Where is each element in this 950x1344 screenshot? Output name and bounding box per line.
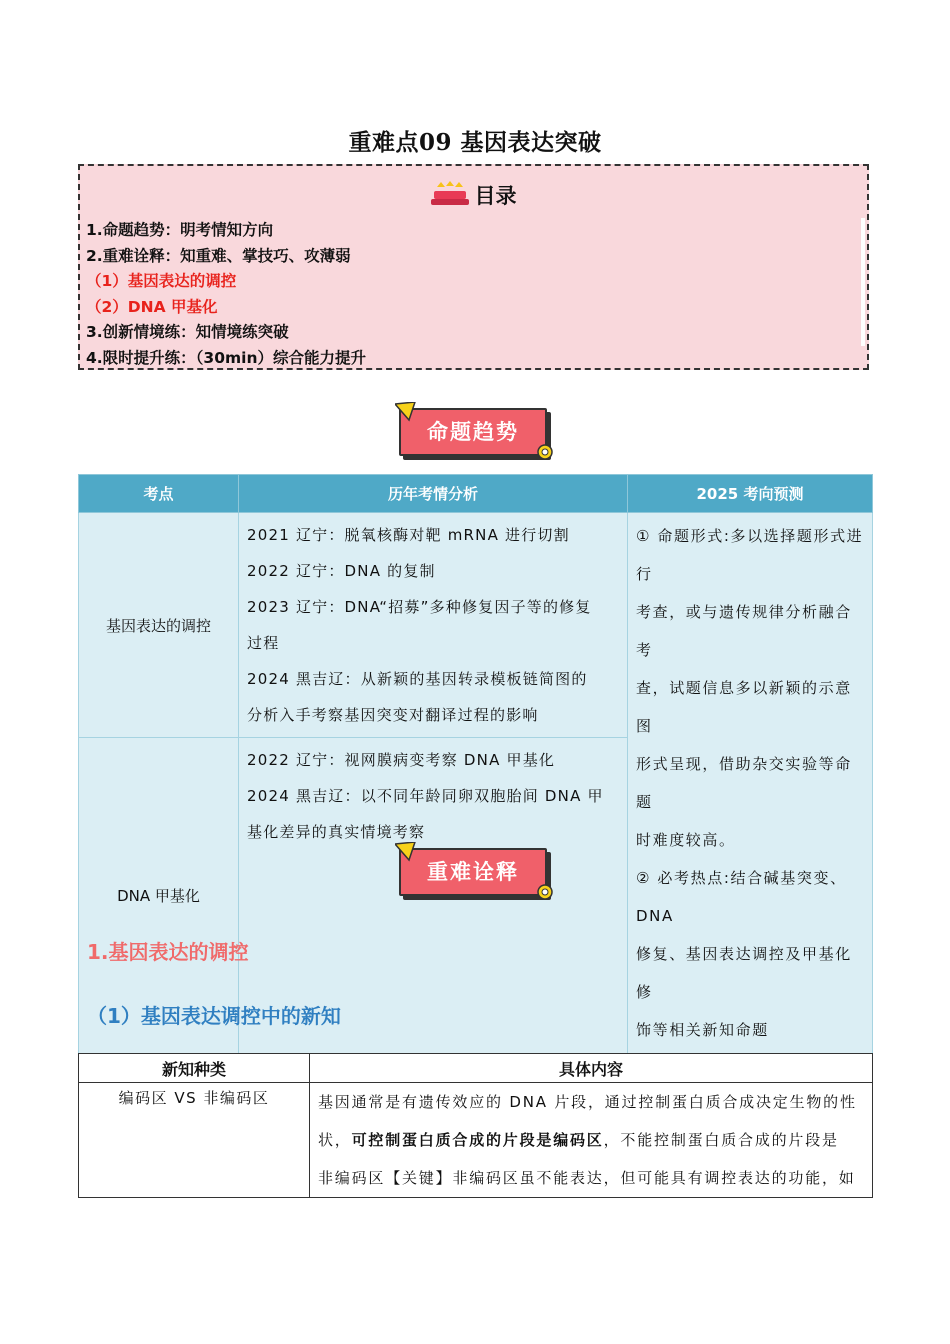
toc-heading-text: 目录 xyxy=(474,184,517,208)
table-row xyxy=(79,513,873,738)
header-history: 历年考情分析 xyxy=(239,475,628,513)
banner-key-points xyxy=(395,842,557,904)
content-text: 状， xyxy=(318,1131,352,1149)
prediction-cell xyxy=(628,513,873,1054)
point-cell: DNA 甲基化 xyxy=(79,738,239,1054)
banner-key-points-label: 重难诠释 xyxy=(399,848,547,896)
knowledge-table xyxy=(78,1053,873,1198)
toc-item-2-1[interactable]: （1）基因表达的调控 xyxy=(86,272,237,290)
content-line xyxy=(318,1121,864,1159)
content-line: 非编码区【关键】非编码区虽不能表达，但可能具有调控表达的功能，如 xyxy=(318,1169,856,1187)
prediction-line: 查，试题信息多以新颖的示意图 xyxy=(636,679,852,735)
content-bold-text: 可控制蛋白质合成的片段是编码区 xyxy=(351,1131,604,1149)
document-title: 重难点09 基因表达突破 xyxy=(348,129,602,156)
flag-icon xyxy=(395,842,417,862)
prediction-line: 饰等相关新知命题 xyxy=(636,1021,769,1039)
ring-icon xyxy=(535,442,555,462)
prediction-line: 修复、基因表达调控及甲基化修 xyxy=(636,945,852,1001)
prediction-line: ① 命题形式:多以选择题形式进行 xyxy=(636,527,864,583)
prediction-line: 时难度较高。 xyxy=(636,831,736,849)
history-line: 分析入手考察基因突变对翻译过程的影响 xyxy=(247,706,539,724)
kind-cell: 编码区 VS 非编码区 xyxy=(79,1083,310,1198)
toc-item-4[interactable]: 4.限时提升练：（30min）综合能力提升 xyxy=(86,348,366,367)
prediction-line: 考查，或与遗传规律分析融合考 xyxy=(636,603,852,659)
point-cell: 基因表达的调控 xyxy=(79,513,239,738)
header-kind: 新知种类 xyxy=(79,1054,310,1083)
history-line: 2022 辽宁：视网膜病变考察 DNA 甲基化 xyxy=(247,751,556,769)
history-line: 2022 辽宁：DNA 的复制 xyxy=(247,562,436,580)
history-cell xyxy=(239,513,628,738)
crown-icon xyxy=(431,181,469,214)
toc-divider xyxy=(861,218,865,346)
ring-icon xyxy=(535,882,555,902)
history-line: 2023 辽宁：DNA“招募”多种修复因子等的修复 xyxy=(247,598,592,616)
history-line: 基化差异的真实情境考察 xyxy=(247,823,426,841)
header-prediction: 2025 考向预测 xyxy=(628,475,873,513)
trend-table xyxy=(78,474,873,1054)
toc-list xyxy=(86,218,366,371)
toc-item-2-2[interactable]: （2）DNA 甲基化 xyxy=(86,297,218,316)
table-row xyxy=(79,1083,873,1198)
content-cell xyxy=(310,1083,873,1198)
toc-item-1[interactable]: 1.命题趋势：明考情知方向 xyxy=(86,221,274,239)
history-line: 2024 黑吉辽：以不同年龄同卵双胞胎间 DNA 甲 xyxy=(247,787,604,805)
section-title: 1.基因表达的调控 xyxy=(87,940,249,964)
toc-heading xyxy=(80,180,867,214)
toc-item-2[interactable]: 2.重难诠释：知重难、掌技巧、攻薄弱 xyxy=(86,246,351,265)
history-line: 2021 辽宁：脱氧核酶对靶 mRNA 进行切割 xyxy=(247,526,570,544)
header-content: 具体内容 xyxy=(310,1054,873,1083)
history-line: 2024 黑吉辽：从新颖的基因转录模板链简图的 xyxy=(247,670,588,688)
history-line: 过程 xyxy=(247,634,280,652)
banner-trend xyxy=(395,402,557,464)
content-text: ，不能控制蛋白质合成的片段是 xyxy=(603,1131,839,1149)
flag-icon xyxy=(395,402,417,422)
subsection-title: （1）基因表达调控中的新知 xyxy=(87,1004,341,1028)
banner-trend-label: 命题趋势 xyxy=(399,408,547,456)
prediction-line: 形式呈现，借助杂交实验等命题 xyxy=(636,755,852,811)
table-of-contents xyxy=(78,164,869,370)
content-line: 基因通常是有遗传效应的 DNA 片段，通过控制蛋白质合成决定生物的性 xyxy=(318,1093,857,1111)
header-point: 考点 xyxy=(79,475,239,513)
toc-item-3[interactable]: 3.创新情境练：知情境练突破 xyxy=(86,323,289,341)
prediction-line: ② 必考热点:结合碱基突变、DNA xyxy=(636,869,847,925)
